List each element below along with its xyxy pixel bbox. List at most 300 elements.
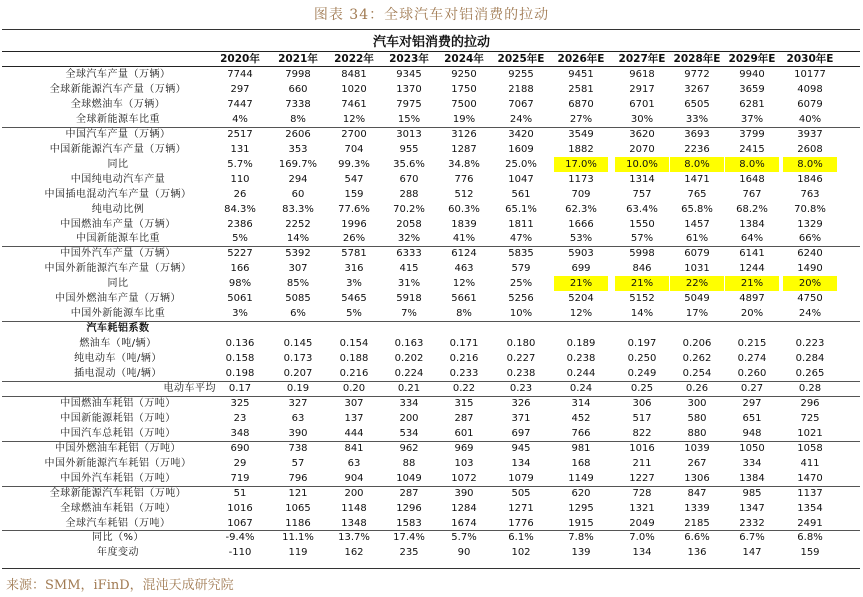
column-header: 2022年 bbox=[334, 53, 374, 65]
table-cell: 0.21 bbox=[397, 382, 421, 394]
table-cell: 1072 bbox=[451, 472, 477, 484]
row-label: 同比（%） bbox=[91, 532, 144, 544]
row-label: 纯电动比例 bbox=[91, 203, 145, 215]
table-cell: 955 bbox=[399, 143, 419, 155]
table-cell: 1067 bbox=[227, 517, 253, 529]
table-cell: 5903 bbox=[568, 248, 594, 260]
table-cell: 11.1% bbox=[282, 532, 314, 544]
table-cell: 134 bbox=[511, 457, 531, 469]
table-cell: 0.249 bbox=[627, 368, 657, 379]
table-cell: 288 bbox=[399, 188, 419, 200]
table-cell: 41% bbox=[452, 233, 476, 245]
row-label: 全球燃油车耗铝（万吨） bbox=[60, 502, 176, 514]
table-cell: 235 bbox=[399, 547, 419, 559]
table-cell: 1058 bbox=[797, 442, 823, 454]
table-cell: 131 bbox=[230, 143, 250, 155]
table-cell: 2236 bbox=[684, 143, 710, 155]
table-cell: 7% bbox=[401, 308, 417, 320]
bottom-rule bbox=[2, 568, 860, 569]
table-row bbox=[0, 127, 863, 142]
table-cell: 3549 bbox=[568, 128, 594, 140]
table-cell: 0.206 bbox=[682, 338, 712, 350]
table-cell: 32% bbox=[397, 233, 421, 245]
table-cell: 3693 bbox=[684, 128, 710, 140]
table-cell: 84.3% bbox=[224, 203, 256, 215]
table-cell: 0.262 bbox=[682, 353, 712, 365]
table-cell: 2188 bbox=[508, 83, 534, 95]
table-cell: 99.3% bbox=[338, 158, 370, 170]
table-cell: 267 bbox=[687, 457, 707, 469]
table-cell: 6.6% bbox=[684, 532, 710, 544]
table-cell: 765 bbox=[687, 188, 707, 200]
table-cell: 1227 bbox=[629, 472, 655, 484]
table-cell: 948 bbox=[742, 427, 762, 439]
table-row bbox=[0, 157, 863, 172]
table-cell: 534 bbox=[399, 427, 419, 439]
table-cell: 0.250 bbox=[627, 353, 657, 365]
table-cell: 7998 bbox=[285, 69, 311, 80]
table-row bbox=[0, 351, 863, 366]
table-cell: 306 bbox=[632, 397, 652, 409]
table-cell: 1271 bbox=[508, 502, 534, 514]
table-cell: 1583 bbox=[396, 517, 422, 529]
table-cell: 1384 bbox=[739, 472, 765, 484]
table-cell: 134 bbox=[632, 547, 652, 559]
table-cell: 0.284 bbox=[795, 353, 825, 365]
table-cell: 5998 bbox=[629, 248, 655, 260]
table-cell: 26% bbox=[342, 233, 366, 245]
row-label: 中国新能源车比重 bbox=[76, 233, 160, 245]
table-cell: 5% bbox=[232, 233, 248, 245]
table-cell: 1314 bbox=[629, 173, 655, 185]
table-cell: 70.2% bbox=[393, 203, 425, 215]
table-cell: 166 bbox=[230, 263, 250, 275]
table-cell: 725 bbox=[800, 412, 820, 424]
table-cell: 6141 bbox=[739, 248, 765, 260]
table-cell: 1244 bbox=[739, 263, 765, 275]
table-cell: 60 bbox=[291, 188, 305, 200]
row-label: 全球汽车耗铝（万吨） bbox=[65, 517, 171, 529]
table-cell: 200 bbox=[344, 487, 364, 499]
row-label: 汽车耗铝系数 bbox=[86, 323, 150, 335]
table-cell: 1470 bbox=[797, 472, 823, 484]
table-cell: 169.7% bbox=[278, 158, 318, 170]
table-cell: 5% bbox=[346, 308, 362, 320]
table-cell: 20% bbox=[740, 308, 764, 320]
table-cell: 390 bbox=[454, 487, 474, 499]
table-cell: 1049 bbox=[396, 472, 422, 484]
table-cell: 65.1% bbox=[505, 203, 537, 215]
table-cell: 5256 bbox=[508, 293, 534, 305]
table-cell: 0.265 bbox=[795, 368, 825, 379]
table-cell: 17.0% bbox=[554, 157, 608, 172]
table-row bbox=[0, 172, 863, 187]
table-cell: 6079 bbox=[684, 248, 710, 260]
table-cell: 1384 bbox=[739, 218, 765, 230]
table-cell: 200 bbox=[399, 412, 419, 424]
table-cell: 699 bbox=[571, 263, 591, 275]
column-header-row bbox=[0, 52, 863, 66]
table-row bbox=[0, 246, 863, 261]
table-cell: 14% bbox=[286, 233, 310, 245]
table-cell: 0.238 bbox=[506, 368, 536, 379]
table-row bbox=[0, 291, 863, 306]
table-cell: 25% bbox=[509, 278, 533, 290]
table-cell: 66% bbox=[798, 233, 822, 245]
table-cell: 2070 bbox=[629, 143, 655, 155]
table-cell: -110 bbox=[228, 547, 252, 559]
table-row bbox=[0, 231, 863, 246]
table-cell: 17.4% bbox=[393, 532, 425, 544]
row-label: 中国外新能源车比重 bbox=[70, 308, 166, 320]
table-cell: 168 bbox=[571, 457, 591, 469]
table-cell: 880 bbox=[687, 427, 707, 439]
table-cell: 0.154 bbox=[339, 338, 369, 350]
table-cell: 136 bbox=[687, 547, 707, 559]
table-cell: 463 bbox=[454, 263, 474, 275]
table-cell: 4098 bbox=[797, 83, 823, 95]
table-cell: 287 bbox=[454, 412, 474, 424]
table-cell: 326 bbox=[511, 397, 531, 409]
table-cell: 3% bbox=[346, 278, 362, 290]
table-cell: 1750 bbox=[451, 83, 477, 95]
table-cell: 0.254 bbox=[682, 368, 712, 379]
table-cell: 0.136 bbox=[225, 338, 255, 350]
column-header: 2030年E bbox=[786, 53, 834, 65]
table-row bbox=[0, 306, 863, 321]
table-row bbox=[0, 321, 863, 336]
table-cell: 1354 bbox=[797, 502, 823, 514]
table-cell: 162 bbox=[344, 547, 364, 559]
row-label: 中国新能源汽车产量（万辆） bbox=[49, 143, 187, 155]
table-cell: 0.158 bbox=[225, 353, 255, 365]
table-cell: 651 bbox=[742, 412, 762, 424]
table-cell: 579 bbox=[511, 263, 531, 275]
table-row bbox=[0, 501, 863, 516]
table-cell: 415 bbox=[399, 263, 419, 275]
column-header: 2024年 bbox=[444, 53, 484, 65]
row-label: 同比 bbox=[107, 158, 129, 170]
table-cell: 1020 bbox=[341, 83, 367, 95]
table-cell: 1490 bbox=[797, 263, 823, 275]
table-cell: 697 bbox=[511, 427, 531, 439]
table-cell: 904 bbox=[344, 472, 364, 484]
table-cell: 6.8% bbox=[797, 532, 823, 544]
table-cell: 334 bbox=[742, 457, 762, 469]
column-header: 2027年E bbox=[618, 53, 666, 65]
table-cell: 22% bbox=[670, 276, 724, 291]
table-cell: 3420 bbox=[508, 128, 534, 140]
table-cell: 34.8% bbox=[448, 158, 480, 170]
table-cell: 211 bbox=[632, 457, 652, 469]
table-cell: 1996 bbox=[341, 218, 367, 230]
table-row bbox=[0, 261, 863, 276]
table-cell: 10177 bbox=[794, 69, 826, 80]
table-cell: 0.171 bbox=[449, 338, 479, 350]
table-cell: 1776 bbox=[508, 517, 534, 529]
table-cell: 63.4% bbox=[626, 203, 658, 215]
table-row bbox=[0, 426, 863, 441]
table-cell: 6.7% bbox=[739, 532, 765, 544]
table-cell: 0.238 bbox=[566, 353, 596, 365]
table-cell: 0.17 bbox=[228, 382, 252, 394]
table-cell: 1348 bbox=[341, 517, 367, 529]
table-cell: 1471 bbox=[684, 173, 710, 185]
row-label: 同比 bbox=[107, 278, 129, 290]
table-cell: 3799 bbox=[739, 128, 765, 140]
table-cell: 0.27 bbox=[740, 382, 764, 394]
table-row bbox=[0, 441, 863, 456]
table-cell: 0.24 bbox=[569, 382, 593, 394]
column-header: 2029年E bbox=[728, 53, 776, 65]
table-cell: 1296 bbox=[396, 502, 422, 514]
table-cell: 1329 bbox=[797, 218, 823, 230]
table-cell: 2700 bbox=[341, 128, 367, 140]
table-cell: 444 bbox=[344, 427, 364, 439]
table-cell: 6% bbox=[290, 308, 306, 320]
row-label: 中国燃油车耗铝（万吨） bbox=[60, 397, 176, 409]
table-cell: 307 bbox=[288, 263, 308, 275]
table-cell: 90 bbox=[457, 547, 471, 559]
table-row bbox=[0, 411, 863, 426]
table-cell: 561 bbox=[511, 188, 531, 200]
table-cell: 1550 bbox=[629, 218, 655, 230]
table-cell: 1648 bbox=[739, 173, 765, 185]
table-cell: 6701 bbox=[629, 98, 655, 110]
table-cell: 1882 bbox=[568, 143, 594, 155]
table-cell: 63 bbox=[291, 412, 305, 424]
table-cell: 3937 bbox=[797, 128, 823, 140]
table-cell: 0.19 bbox=[286, 382, 310, 394]
table-cell: 1347 bbox=[739, 502, 765, 514]
table-cell: 24% bbox=[509, 113, 533, 125]
table-cell: 14% bbox=[630, 308, 654, 320]
table-cell: 0.189 bbox=[566, 338, 596, 350]
table-cell: 371 bbox=[511, 412, 531, 424]
table-cell: 1666 bbox=[568, 218, 594, 230]
table-cell: 1016 bbox=[227, 502, 253, 514]
table-cell: 110 bbox=[230, 173, 250, 185]
table-cell: 51 bbox=[233, 487, 247, 499]
table-cell: 137 bbox=[344, 412, 364, 424]
table-cell: 159 bbox=[344, 188, 364, 200]
table-cell: 57 bbox=[291, 457, 305, 469]
table-cell: 121 bbox=[288, 487, 308, 499]
table-cell: 8% bbox=[456, 308, 472, 320]
table-cell: 0.163 bbox=[394, 338, 424, 350]
table-cell: 6240 bbox=[797, 248, 823, 260]
column-header: 2028年E bbox=[673, 53, 721, 65]
table-cell: 77.6% bbox=[338, 203, 370, 215]
table-cell: 296 bbox=[800, 397, 820, 409]
table-cell: 325 bbox=[230, 397, 250, 409]
column-header: 2026年E bbox=[557, 53, 605, 65]
table-row bbox=[0, 396, 863, 411]
table-row bbox=[0, 516, 863, 531]
table-cell: 0.23 bbox=[509, 382, 533, 394]
table-cell: 7744 bbox=[227, 69, 253, 80]
table-cell: 12% bbox=[452, 278, 476, 290]
table-cell: 9345 bbox=[396, 69, 422, 80]
table-cell: 1609 bbox=[508, 143, 534, 155]
table-cell: 6124 bbox=[451, 248, 477, 260]
table-cell: 12% bbox=[569, 308, 593, 320]
table-cell: 945 bbox=[511, 442, 531, 454]
table-cell: 1846 bbox=[797, 173, 823, 185]
table-cell: 1457 bbox=[684, 218, 710, 230]
table-cell: 5085 bbox=[285, 293, 311, 305]
table-row bbox=[0, 142, 863, 157]
table-cell: 353 bbox=[288, 143, 308, 155]
table-cell: 390 bbox=[288, 427, 308, 439]
table-cell: 1339 bbox=[684, 502, 710, 514]
table-cell: 1287 bbox=[451, 143, 477, 155]
table-row bbox=[0, 97, 863, 112]
table-cell: 25.0% bbox=[505, 158, 537, 170]
row-label: 中国纯电动汽车产量 bbox=[70, 173, 166, 185]
table-cell: 0.20 bbox=[342, 382, 366, 394]
table-cell: 5227 bbox=[227, 248, 253, 260]
table-cell: 98% bbox=[228, 278, 252, 290]
table-cell: 10.0% bbox=[615, 157, 669, 172]
table-cell: 2332 bbox=[739, 517, 765, 529]
table-cell: 5918 bbox=[396, 293, 422, 305]
row-label: 全球汽车产量（万辆） bbox=[65, 69, 171, 80]
table-cell: 300 bbox=[687, 397, 707, 409]
table-cell: 0.207 bbox=[283, 368, 313, 379]
table-cell: 6281 bbox=[739, 98, 765, 110]
table-cell: 287 bbox=[399, 487, 419, 499]
table-row bbox=[0, 530, 863, 545]
table-row bbox=[0, 187, 863, 202]
table-cell: 1674 bbox=[451, 517, 477, 529]
table-cell: 1839 bbox=[451, 218, 477, 230]
table-cell: 0.22 bbox=[452, 382, 476, 394]
table-cell: 0.216 bbox=[339, 368, 369, 379]
table-cell: 1031 bbox=[684, 263, 710, 275]
table-cell: 0.202 bbox=[394, 353, 424, 365]
table-cell: 981 bbox=[571, 442, 591, 454]
table-cell: 3126 bbox=[451, 128, 477, 140]
table-cell: 7975 bbox=[396, 98, 422, 110]
table-cell: 719 bbox=[230, 472, 250, 484]
table-cell: 1016 bbox=[629, 442, 655, 454]
table-cell: 5.7% bbox=[451, 532, 477, 544]
table-cell: 5.7% bbox=[227, 158, 253, 170]
table-cell: 5835 bbox=[508, 248, 534, 260]
table-cell: 601 bbox=[454, 427, 474, 439]
table-cell: 5392 bbox=[285, 248, 311, 260]
table-cell: 15% bbox=[397, 113, 421, 125]
table-cell: 2252 bbox=[285, 218, 311, 230]
table-cell: 63 bbox=[347, 457, 361, 469]
table-cell: 9255 bbox=[508, 69, 534, 80]
table-cell: 704 bbox=[344, 143, 364, 155]
row-label: 全球新能源汽车耗铝（万吨） bbox=[49, 487, 187, 499]
table-cell: 297 bbox=[742, 397, 762, 409]
table-cell: 0.274 bbox=[737, 353, 767, 365]
table-cell: 1811 bbox=[508, 218, 534, 230]
table-cell: 452 bbox=[571, 412, 591, 424]
table-cell: 517 bbox=[632, 412, 652, 424]
table-cell: 47% bbox=[509, 233, 533, 245]
row-label: 燃油车（吨/辆） bbox=[79, 338, 157, 350]
table-cell: 7447 bbox=[227, 98, 253, 110]
table-cell: 847 bbox=[687, 487, 707, 499]
table-cell: 0.215 bbox=[737, 338, 767, 350]
table-cell: 2049 bbox=[629, 517, 655, 529]
table-cell: 139 bbox=[571, 547, 591, 559]
table-cell: 70.8% bbox=[794, 203, 826, 215]
table-cell: 68.2% bbox=[736, 203, 768, 215]
table-row bbox=[0, 381, 863, 396]
table-cell: 6870 bbox=[568, 98, 594, 110]
table-cell: 40% bbox=[798, 113, 822, 125]
table-cell: 9772 bbox=[684, 69, 710, 80]
table-row bbox=[0, 486, 863, 501]
table-cell: 27% bbox=[569, 113, 593, 125]
table-cell: 60.3% bbox=[448, 203, 480, 215]
table-cell: 6333 bbox=[396, 248, 422, 260]
source-note: 来源：SMM，iFinD，混沌天成研究院 bbox=[6, 578, 234, 593]
table-cell: 0.26 bbox=[685, 382, 709, 394]
table-cell: 24% bbox=[798, 308, 822, 320]
table-cell: 0.197 bbox=[627, 338, 657, 350]
table-cell: 2517 bbox=[227, 128, 253, 140]
table-cell: 512 bbox=[454, 188, 474, 200]
table-cell: 962 bbox=[399, 442, 419, 454]
table-cell: 21% bbox=[615, 276, 669, 291]
table-cell: 35.6% bbox=[393, 158, 425, 170]
table-cell: 0.233 bbox=[449, 368, 479, 379]
table-cell: 766 bbox=[571, 427, 591, 439]
table-cell: 728 bbox=[632, 487, 652, 499]
table-cell: 4% bbox=[232, 113, 248, 125]
table-cell: 1370 bbox=[396, 83, 422, 95]
column-header: 2025年E bbox=[497, 53, 545, 65]
table-cell: 4750 bbox=[797, 293, 823, 305]
table-cell: 1284 bbox=[451, 502, 477, 514]
table-cell: 314 bbox=[571, 397, 591, 409]
table-cell: 8% bbox=[290, 113, 306, 125]
table-cell: 2386 bbox=[227, 218, 253, 230]
table-cell: 1021 bbox=[797, 427, 823, 439]
table-cell: 119 bbox=[288, 547, 308, 559]
table-cell: 5465 bbox=[341, 293, 367, 305]
table-cell: 690 bbox=[230, 442, 250, 454]
table-cell: 5152 bbox=[629, 293, 655, 305]
column-header: 2020年 bbox=[220, 53, 260, 65]
table-cell: 1079 bbox=[508, 472, 534, 484]
table-row bbox=[0, 276, 863, 291]
table-cell: 5204 bbox=[568, 293, 594, 305]
table-row bbox=[0, 471, 863, 486]
row-label: 中国新能源耗铝（万吨） bbox=[60, 412, 176, 424]
row-label: 年度变动 bbox=[97, 547, 139, 559]
table-cell: 3013 bbox=[396, 128, 422, 140]
table-cell: 1186 bbox=[285, 517, 311, 529]
table-cell: 294 bbox=[288, 173, 308, 185]
table-row bbox=[0, 336, 863, 351]
table-cell: 841 bbox=[344, 442, 364, 454]
table-cell: 348 bbox=[230, 427, 250, 439]
table-cell: 17% bbox=[685, 308, 709, 320]
top-rule bbox=[2, 29, 860, 30]
table-cell: 757 bbox=[632, 188, 652, 200]
table-cell: -9.4% bbox=[225, 532, 255, 544]
table-cell: 31% bbox=[397, 278, 421, 290]
table-cell: 9451 bbox=[568, 69, 594, 80]
